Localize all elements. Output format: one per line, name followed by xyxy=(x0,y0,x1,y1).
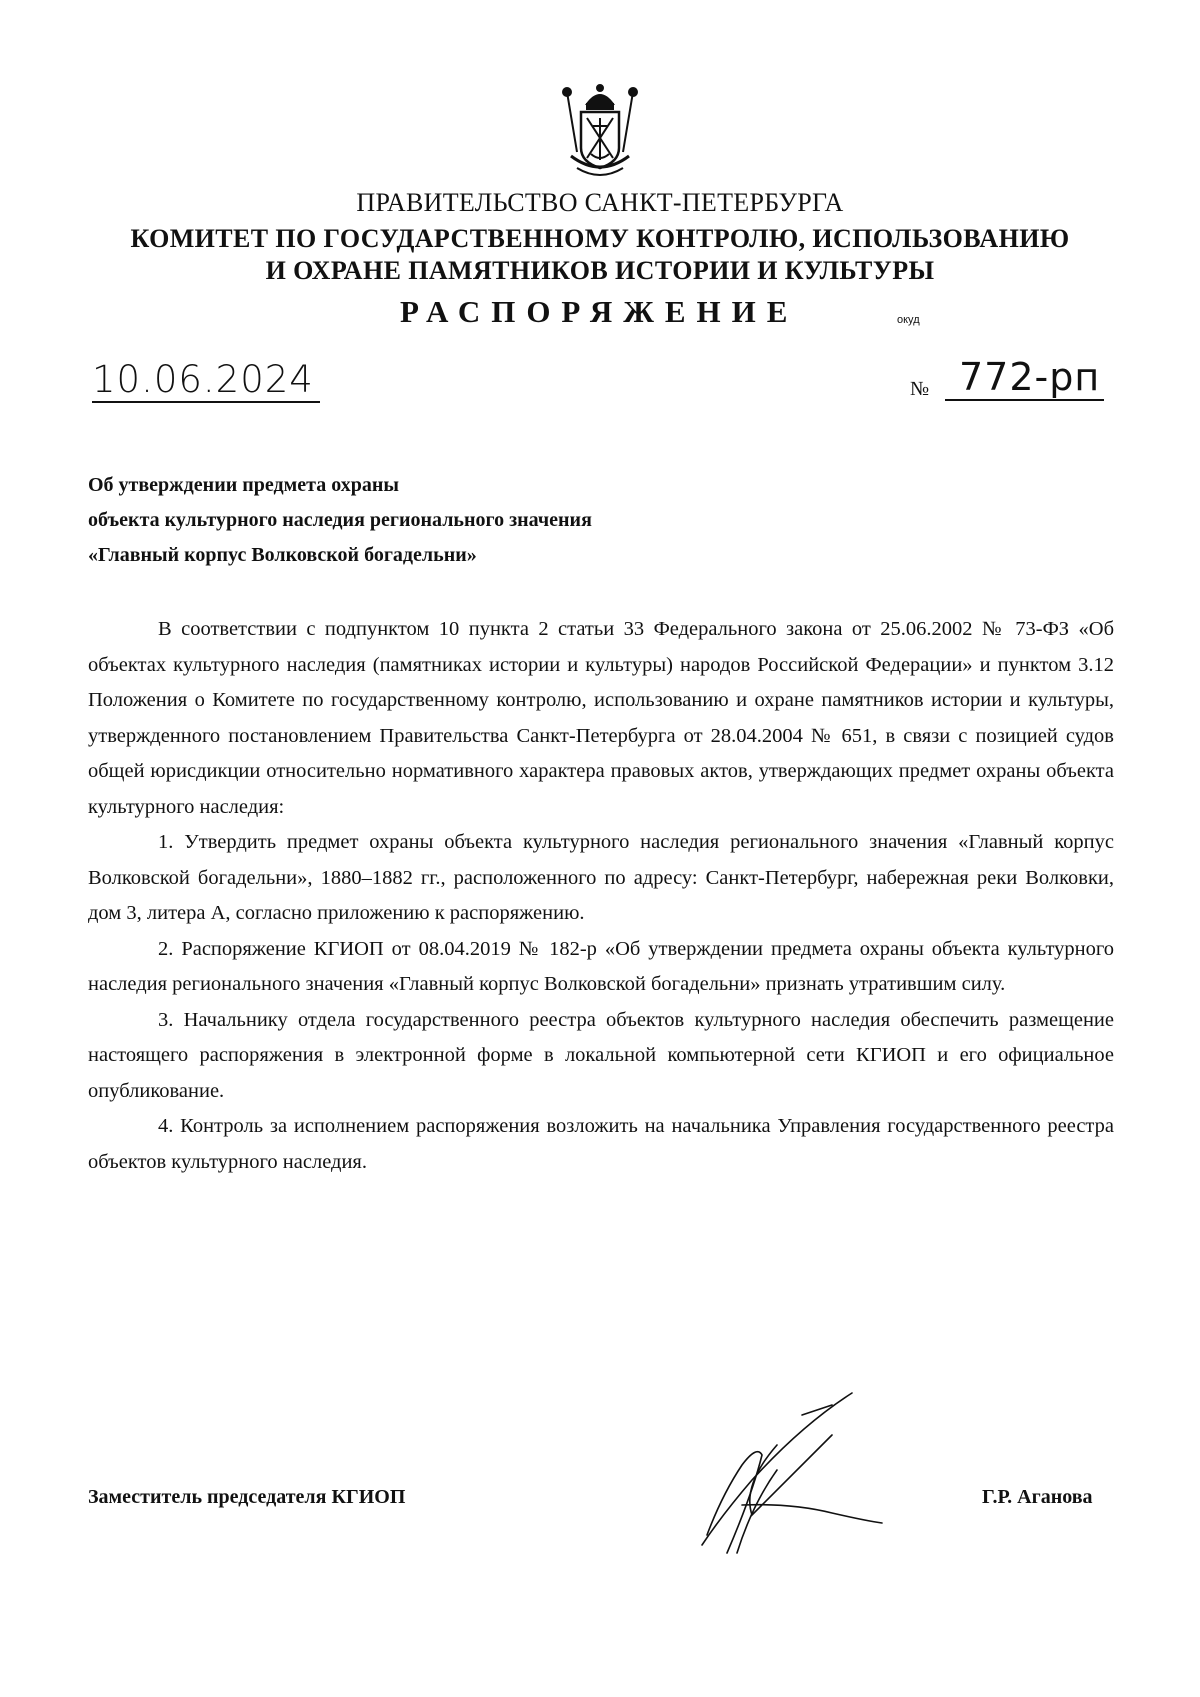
title-line: Об утверждении предмета охраны xyxy=(88,474,399,496)
document-number: 772-рп xyxy=(945,355,1104,401)
committee-name-line2: И ОХРАНЕ ПАМЯТНИКОВ ИСТОРИИ И КУЛЬТУРЫ xyxy=(265,256,935,285)
order-item-3: 3. Начальнику отдела государственного реестра объектов культурного наследия обеспечить размещение настоящего распоряжения в электронной форме в локальной компьютерной сети КГИОП и его официальное опубликование. xyxy=(88,1008,1114,1102)
document-title xyxy=(88,468,788,573)
title-line: «Главный корпус Волковской богадельни» xyxy=(88,544,477,566)
document-date: 10.06.2024 xyxy=(92,358,320,403)
preamble-paragraph: В соответствии с подпунктом 10 пункта 2 статьи 33 Федерального закона от 25.06.2002 № 73-ФЗ «Об объектах культурного наследия (памятниках истории и культуры) народов Российской Федерации» и пунктом 3.12 Положения о Комитете по государственному контролю, использованию и охране памятников истории и культуры, утвержденного постановлением Правительства Санкт-Петербурга от 28.04.2004 № 651, в связи с позицией судов общей юрисдикции относительно нормативного характера правовых актов, утверждающих предмет охраны объекта культурного наследия: xyxy=(88,618,1114,818)
number-sign: № xyxy=(910,378,930,400)
coat-of-arms-icon xyxy=(557,82,643,182)
document-body xyxy=(88,612,1114,1180)
signatory-position: Заместитель председателя КГИОП xyxy=(88,1486,406,1508)
title-line: объекта культурного наследия регионального значения xyxy=(88,509,592,531)
order-item-4: 4. Контроль за исполнением распоряжения возложить на начальника Управления государственного реестра объектов культурного наследия. xyxy=(88,1115,1114,1173)
government-name: ПРАВИТЕЛЬСТВО САНКТ-ПЕТЕРБУРГА xyxy=(356,188,844,217)
order-item-2: 2. Распоряжение КГИОП от 08.04.2019 № 182-р «Об утверждении предмета охраны объекта культурного наследия регионального значения «Главный корпус Волковской богадельни» признать утратившим силу. xyxy=(88,937,1114,995)
okud-label: окуд xyxy=(897,314,920,326)
signatory-name: Г.Р. Аганова xyxy=(982,1486,1093,1508)
document-type: РАСПОРЯЖЕНИЕ xyxy=(400,294,799,329)
handwritten-signature-icon xyxy=(682,1385,902,1565)
order-item-1: 1. Утвердить предмет охраны объекта культурного наследия регионального значения «Главный корпус Волковской богадельни», 1880–1882 гг., расположенного по адресу: Санкт-Петербург, набережная реки Волковки, дом 3, литера А, согласно приложению к распоряжению. xyxy=(88,831,1114,924)
committee-name-line1: КОМИТЕТ ПО ГОСУДАРСТВЕННОМУ КОНТРОЛЮ, ИСПОЛЬЗОВАНИЮ xyxy=(130,224,1070,253)
